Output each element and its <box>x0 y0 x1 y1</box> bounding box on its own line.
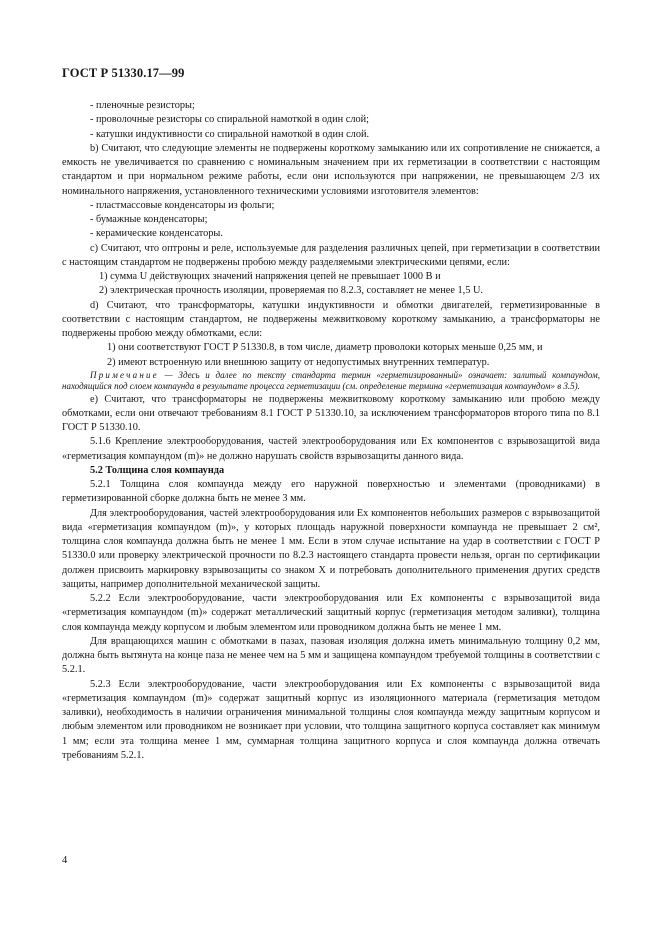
section-title: 5.2 Толщина слоя компаунда <box>90 464 225 476</box>
paragraph: Для вращающихся машин с обмотками в пазах, пазовая изоляция должна иметь минимальную толщину 0,2 мм, должна быть вытянута на конце паза не менее чем на 5 мм и защищена компаундом требуемой толщины в соответствии с 5.2.1. <box>62 635 600 676</box>
paragraph: e) Считают, что трансформаторы не подвержены межвитковому короткому замыканию или пробою между обмотками, если они отвечают требованиям 8.1 ГОСТ Р 51330.10, за исключением трансформаторов второго типа по 8.1 ГОСТ Р 51330.10. <box>62 393 600 434</box>
list-item: - пленочные резисторы; <box>90 100 195 111</box>
document-body <box>62 99 600 763</box>
list-item: 1) они соответствуют ГОСТ Р 51330.8, в том числе, диаметр проволоки которых меньше 0,25 мм, и <box>107 342 543 354</box>
paragraph: d) Считают, что трансформаторы, катушки индуктивности и обмотки двигателей, герметизированные в соответствии с настоящим стандартом, не подвержены межвитковому короткому замыканию, а трансформаторы не подвержены пробою между обмотками, если: <box>62 299 600 339</box>
paragraph: b) Считают, что следующие элементы не подвержены короткому замыканию или их сопротивление не снижается, а емкость не увеличивается по сравнению с номинальным значением при их герметизации в соответствии с настоящим стандартом и при нормальном режиме работы, если они используются при напряжении, не превышающем 2/3 их номинального напряжения, установленного техническими условиями изготовителя элементов: <box>62 142 600 197</box>
paragraph: Для электрооборудования, частей электрооборудования или Ex компонентов небольших размеров с взрывозащитой вида «герметизация компаундом (m)», у которых площадь наружной поверхности компаунда не превышает 2 см², толщина слоя компаунда должна быть не менее 1 мм. Если в этом случае испытание на удар в соответствии с ГОСТ Р 51330.0 или проверку электрической прочности по 8.2.3 настоящего стандарта провести нельзя, орган по сертификации должен присвоить маркировку взрывозащиты со знаком X и потребовать дополнительного применения других средств защиты, например дополнительной механической защиты. <box>62 507 600 590</box>
note <box>62 370 600 393</box>
list-item: - керамические конденсаторы. <box>90 228 223 240</box>
paragraph: 5.2.3 Если электрооборудование, части электрооборудования или Ex компоненты с взрывозащитой вида «герметизация компаундом (m)» содержат защитный корпус из изоляционного материала (герметизация методом заливки), необходимость в наличии ограничения минимальной толщины слоя компаунда между защитным корпусом и любым элементом или проводником не возникает при условии, что толщина защитного корпуса составляет как минимум 1 мм; если эта толщина менее 1 мм, суммарная толщина защитного корпуса и слоя компаунда должна отвечать требованиям 5.2.1. <box>62 678 600 761</box>
list-item: 2) имеют встроенную или внешнюю защиту от недопустимых внутренних температур. <box>107 356 490 368</box>
standard-header: ГОСТ Р 51330.17—99 <box>62 66 185 80</box>
list-item: - пластмассовые конденсаторы из фольги; <box>90 199 275 211</box>
list-item: - проволочные резисторы со спиральной намоткой в один слой; <box>90 114 369 126</box>
note-text: — Здесь и далее по тексту стандарта термин «герметизированный» означает: залитый компаундом, находящийся под слоем компаунда в результате процесса герметизации (см. определение термина «герметизация компаундом» в 3.5). <box>62 369 600 392</box>
list-item: 2) электрическая прочность изоляции, проверяемая по 8.2.3, составляет не менее 1,5 U. <box>99 285 483 297</box>
paragraph: 5.2.1 Толщина слоя компаунда между его наружной поверхностью и элементами (проводниками) в герметизированной сборке должна быть не менее 3 мм. <box>62 479 600 505</box>
paragraph: 5.2.2 Если электрооборудование, части электрооборудования или Ex компоненты с взрывозащитой вида «герметизация компаундом (m)» содержат металлический защитный корпус (герметизация методом заливки), толщина слоя компаунда между корпусом и любым элементом или проводником должна быть не менее 1 мм. <box>62 593 600 633</box>
paragraph: c) Считают, что оптроны и реле, используемые для разделения различных цепей, при герметизации в соответствии с настоящим стандартом не подвержены пробою между разделяемыми электрическими цепями, если: <box>62 242 600 268</box>
list-item: 1) сумма U действующих значений напряжения цепей не превышает 1000 В и <box>99 271 441 282</box>
list-item: - катушки индуктивности со спиральной намоткой в один слой. <box>90 128 370 140</box>
page-number: 4 <box>62 855 68 866</box>
paragraph: 5.1.6 Крепление электрооборудования, частей электрооборудования или Ex компонентов с взрывозащитой вида «герметизация компаундом (m)» не должно нарушать свойств взрывозащиты данного вида. <box>62 436 600 462</box>
list-item: - бумажные конденсаторы; <box>90 214 208 225</box>
note-label: Примечание <box>90 369 159 380</box>
